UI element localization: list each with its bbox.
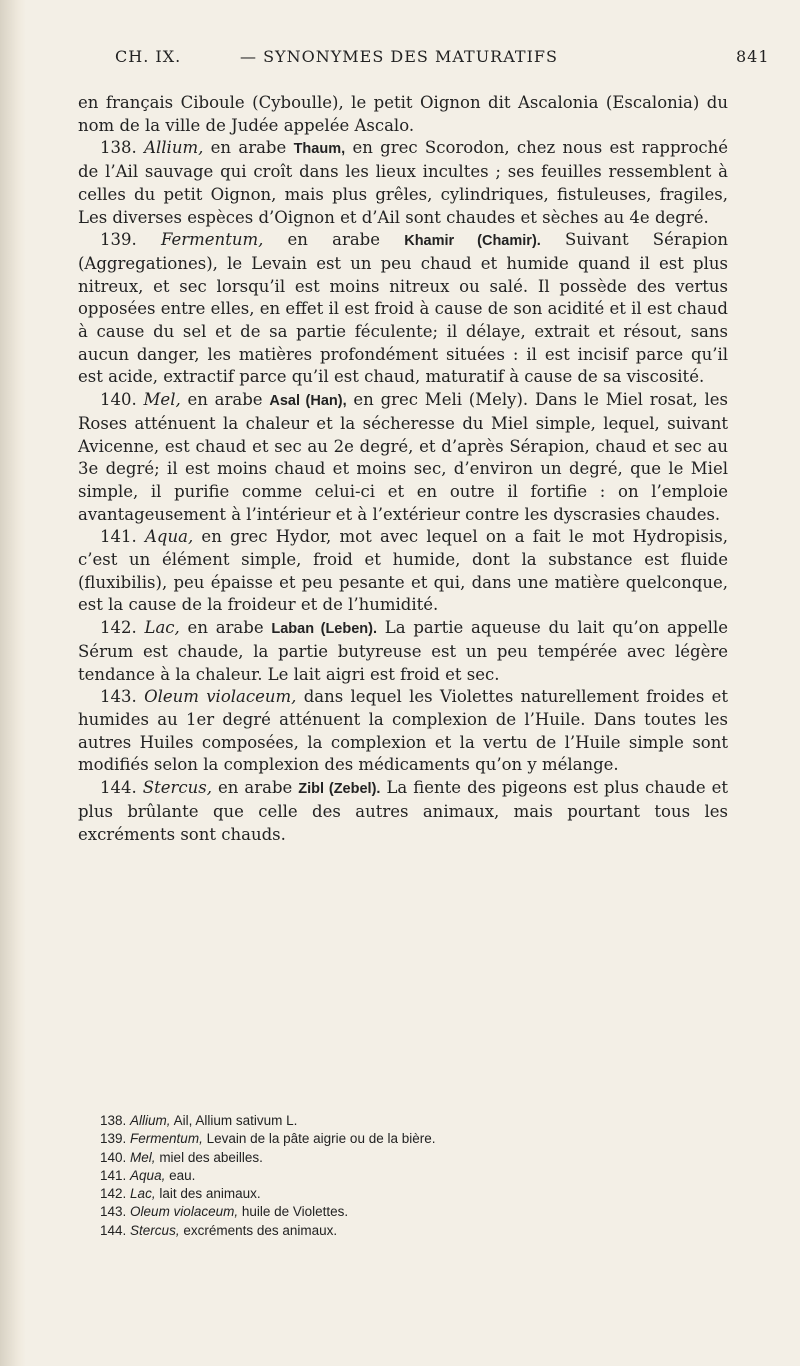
footnote: [100, 1149, 740, 1167]
page-gutter-shadow: [0, 0, 26, 1366]
entry-number: 141.: [100, 527, 137, 547]
footnote-term: Allium,: [130, 1113, 171, 1128]
paragraph: [78, 777, 728, 846]
entry-number: 142.: [100, 618, 137, 638]
footnote-text: excréments des animaux.: [179, 1222, 338, 1238]
arabic-name: Khamir (Chamir).: [404, 233, 541, 250]
footnote-term: Stercus,: [130, 1222, 180, 1238]
entry-pre: en arabe: [179, 618, 272, 638]
paragraph: [78, 389, 728, 526]
paragraph-text: en grec Meli (Mely). Dans le Miel rosat, les Roses atténuent la chaleur et la sécheresse du Miel simple, lequel, suivant Avicenne, est chaud et sec au 2e degré, et d’après Sérapion, chaud et sec au 3e degré; il est moins chaud et moins sec, d’environ un degré, que le Miel simple, il purifie comme celui-ci et en outre il fortifie : on l’emploie avantageusement à l’intérieur et à l’extérieur contre les dyscrasies chaudes.: [78, 390, 728, 524]
paragraph: [78, 229, 728, 389]
footnotes: [100, 1112, 740, 1240]
footnote: [100, 1130, 740, 1148]
footnote: [100, 1112, 740, 1130]
page-number: 841: [736, 47, 770, 66]
chapter-label: CH. IX.: [115, 47, 182, 66]
paragraph: [78, 137, 728, 229]
arabic-name: Thaum,: [293, 141, 346, 158]
footnote-term: Mel,: [130, 1149, 156, 1165]
footnote-text: lait des animaux.: [155, 1186, 261, 1202]
entry-number: 139.: [100, 230, 137, 250]
paragraph: [78, 526, 728, 617]
paragraph-text: en français Ciboule (Cyboulle), le petit Oignon dit Ascalonia (Escalonia) du nom de la ville de Judée appelée Ascalo.: [78, 93, 728, 135]
footnote-term: Lac,: [130, 1186, 156, 1202]
footnote-number: 144.: [100, 1222, 127, 1238]
entry-number: 140.: [100, 390, 137, 410]
entry-term: Fermentum,: [160, 230, 264, 250]
footnote-term: Aqua,: [130, 1167, 166, 1183]
entry-pre: en arabe: [263, 230, 405, 250]
paragraph-text: en grec Scorodon, chez nous est rapproché de l’Ail sauvage qui croît dans les lieux incultes ; ses feuilles ressemblent à celles du petit Oignon, mais plus grêles, cylindriques, fistuleuses, fragiles, Les diverses espèces d’Oignon et d’Ail sont chaudes et sèches au 4e degré.: [78, 138, 729, 227]
footnote: [100, 1222, 740, 1240]
header-title: — SYNONYMES DES MATURATIFS: [240, 47, 558, 66]
footnote-number: 143.: [100, 1204, 127, 1220]
entry-term: Oleum violaceum,: [144, 687, 297, 707]
footnote-number: 140.: [100, 1149, 127, 1165]
paragraph-text: Suivant Sérapion (Aggregationes), le Levain est un peu chaud et humide quand il est plus nitreux, et sec lorsqu’il est moins nitreux ou salé. Il possède des vertus opposées entre elles, en effet il est froid à cause de son acidité et il est chaud à cause du sel et de sa partie féculente; il délaye, extrait et résout, sans aucun danger, les matières profondément situées : il est incisif parce qu’il est acide, extractif parce qu’il est chaud, maturatif à cause de sa viscosité.: [78, 230, 728, 387]
footnote-number: 142.: [100, 1186, 127, 1202]
entry-number: 144.: [100, 778, 137, 798]
footnote-term: Fermentum,: [130, 1131, 203, 1147]
footnote: [100, 1167, 740, 1185]
entry-number: 143.: [100, 687, 137, 707]
footnote: [100, 1203, 740, 1221]
entry-term: Aqua,: [145, 527, 194, 547]
footnote-number: 138.: [100, 1113, 127, 1128]
main-text: [78, 92, 728, 846]
paragraph-text: La partie aqueuse du lait qu’on appelle Sérum est chaude, la partie butyreuse est un peu tempérée avec légère tendance à la chaleur. Le lait aigri est froid et sec.: [78, 618, 729, 684]
entry-term: Mel,: [143, 390, 181, 410]
footnote: [100, 1185, 740, 1203]
paragraph-text: La fiente des pigeons est plus chaude et plus brûlante que celle des autres animaux, mais pourtant tous les excréments sont chauds.: [78, 778, 729, 844]
entry-term: Stercus,: [142, 778, 212, 798]
running-header: [0, 47, 800, 71]
footnote-number: 141.: [100, 1167, 127, 1183]
entry-pre: en arabe: [180, 390, 270, 410]
entry-term: Allium,: [144, 138, 204, 158]
footnote-text: huile de Violettes.: [238, 1204, 349, 1220]
entry-number: 138.: [100, 138, 137, 158]
footnote-text: eau.: [165, 1167, 196, 1183]
arabic-name: Laban (Leben).: [271, 621, 378, 638]
arabic-name: Asal (Han),: [269, 393, 347, 410]
footnote-text: Levain de la pâte aigrie ou de la bière.: [202, 1131, 436, 1147]
footnote-number: 139.: [100, 1131, 127, 1147]
footnote-text: Ail, Allium sativum L.: [170, 1113, 298, 1128]
entry-term: Lac,: [144, 618, 180, 638]
footnote-text: miel des abeilles.: [155, 1149, 263, 1165]
paragraph: [78, 686, 728, 777]
entry-pre: en arabe: [203, 138, 294, 158]
paragraph: [78, 617, 728, 686]
entry-pre: en arabe: [211, 778, 299, 798]
paragraph-text: dans lequel les Violettes naturellement froides et humides au 1er degré atténuent la complexion de l’Huile. Dans toutes les autres Huiles composées, la complexion et la vertu de l’Huile simple sont modifiés selon la complexion des médicaments qu’on y mélange.: [78, 687, 728, 775]
arabic-name: Zibl (Zebel).: [298, 781, 381, 798]
paragraph: [78, 92, 728, 137]
footnote-term: Oleum violaceum,: [130, 1204, 239, 1220]
paragraph-text: en grec Hydor, mot avec lequel on a fait le mot Hydropisis, c’est un élément simple, froid et humide, dont la substance est fluide (fluxibilis), peu épaisse et peu pesante et qui, dans une matière quelconque, est la cause de la froideur et de l’humidité.: [78, 527, 728, 615]
